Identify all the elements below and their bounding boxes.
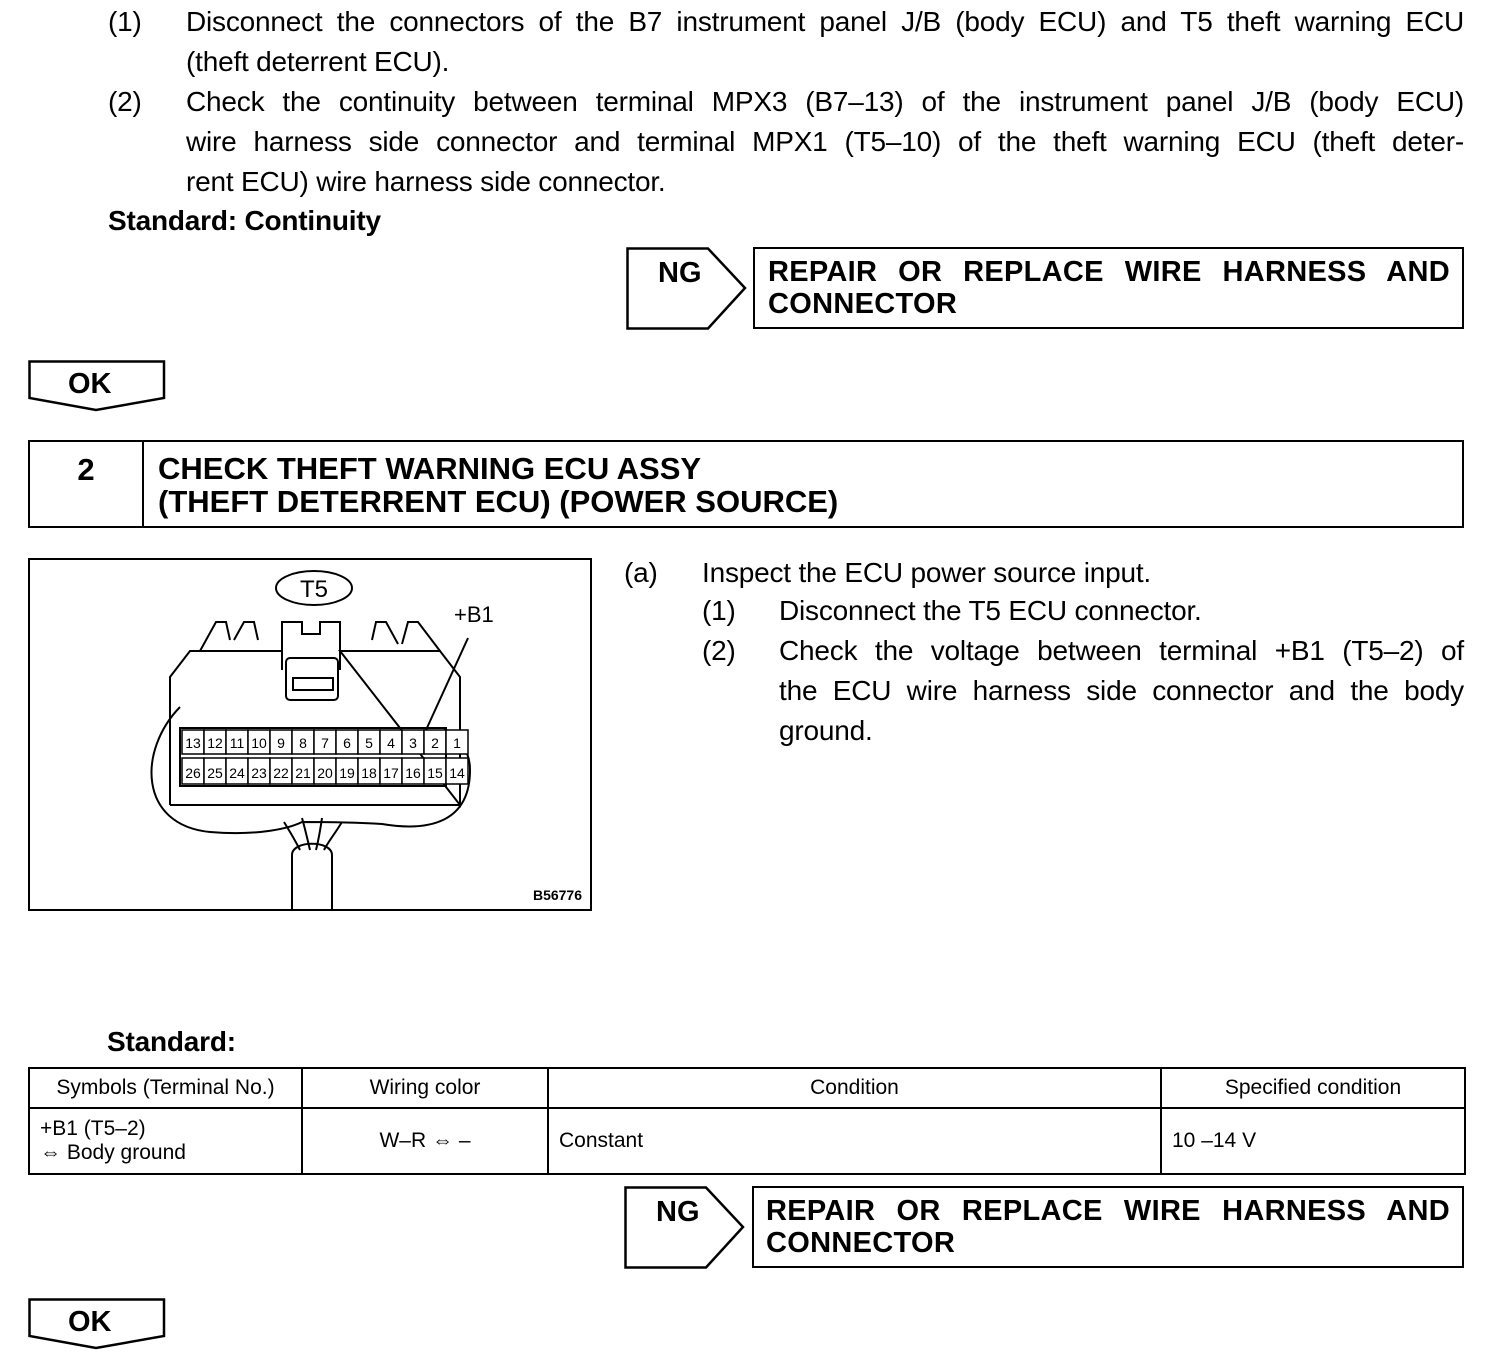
step2-a1-text: Disconnect the T5 ECU connector.: [779, 595, 1202, 626]
terminal-number: 24: [229, 765, 245, 781]
step1-item2-line2: wire harness side connector and terminal MPX1 (T5–10) of the theft warning ECU (theft deter-: [186, 126, 1464, 157]
step2-header: [28, 440, 1464, 528]
symbol-line2: ⇔ Body ground: [40, 1141, 186, 1164]
table-cell-wiring: W–R ⇔ –: [302, 1108, 548, 1174]
step2-title: [158, 452, 838, 518]
step2-ng-line1: REPAIR OR REPLACE WIRE HARNESS AND: [766, 1195, 1450, 1227]
table-row: [29, 1108, 1465, 1174]
terminal-number: 22: [273, 765, 289, 781]
step1-standard: Standard: Continuity: [108, 205, 381, 236]
step2-a-label: (a): [624, 557, 658, 588]
step2-a2-line2: the ECU wire harness side connector and the body: [779, 675, 1464, 706]
step1-ng-label: NG: [658, 257, 702, 289]
step2-standard: Standard:: [107, 1026, 236, 1057]
table-cell-condition: Constant: [548, 1108, 1161, 1174]
table-cell-specified: 10 –14 V: [1161, 1108, 1465, 1174]
terminal-number: 7: [321, 735, 329, 751]
table-header: Symbols (Terminal No.): [29, 1068, 302, 1108]
step1-ng-line1: REPAIR OR REPLACE WIRE HARNESS AND: [768, 256, 1450, 288]
table-header: Specified condition: [1161, 1068, 1465, 1108]
terminal-number: 13: [185, 735, 201, 751]
terminal-number: 21: [295, 765, 311, 781]
terminal-number: 14: [449, 765, 465, 781]
symbol-line1: +B1 (T5–2): [40, 1117, 146, 1140]
terminal-label: +B1: [454, 602, 494, 627]
step1-item2-line1: Check the continuity between terminal MPX3 (B7–13) of the instrument panel J/B (body ECU): [186, 86, 1464, 117]
terminal-number: 11: [229, 735, 245, 751]
step2-a2-number: (2): [702, 635, 736, 666]
connector-diagram: [30, 560, 590, 909]
step2-ng-label: NG: [656, 1196, 700, 1228]
terminal-number: 26: [185, 765, 201, 781]
terminal-number: 6: [343, 735, 351, 751]
table-header: Wiring color: [302, 1068, 548, 1108]
step2-title-line1: CHECK THEFT WARNING ECU ASSY: [158, 451, 702, 486]
step2-ok-label: OK: [68, 1306, 112, 1338]
step1-item2-line3: rent ECU) wire harness side connector.: [186, 166, 666, 197]
step2-ng-line2: CONNECTOR: [766, 1227, 956, 1259]
terminal-number: 4: [387, 735, 395, 751]
step2-title-line2: (THEFT DETERRENT ECU) (POWER SOURCE): [158, 484, 839, 519]
step1-item1-line1: Disconnect the connectors of the B7 instrument panel J/B (body ECU) and T5 theft warning ECU: [186, 6, 1464, 37]
step2-a1-number: (1): [702, 595, 736, 626]
spec-table: [28, 1067, 1466, 1175]
step1-item1-number: (1): [108, 6, 142, 37]
terminal-grid: [182, 730, 468, 784]
terminal-number: 1: [453, 735, 461, 751]
step1-ng-line2: CONNECTOR: [768, 288, 958, 320]
step2-a2-line1: Check the voltage between terminal +B1 (T5–2) of: [779, 635, 1464, 666]
connector-figure: [28, 558, 592, 911]
terminal-number: 3: [409, 735, 417, 751]
step2-number: 2: [77, 452, 95, 487]
figure-code: B56776: [532, 887, 582, 903]
terminal-number: 19: [339, 765, 355, 781]
table-header: Condition: [548, 1068, 1161, 1108]
step1-item2-number: (2): [108, 86, 142, 117]
terminal-number: 10: [251, 735, 267, 751]
terminal-number: 8: [299, 735, 307, 751]
terminal-number: 25: [207, 765, 223, 781]
step1-item1-line2: (theft deterrent ECU).: [186, 46, 450, 77]
step2-a2-line3: ground.: [779, 715, 873, 746]
connector-label: T5: [299, 576, 329, 603]
step1-ok-label: OK: [68, 368, 112, 400]
terminal-number: 5: [365, 735, 373, 751]
terminal-number: 2: [431, 735, 439, 751]
terminal-number: 17: [383, 765, 399, 781]
terminal-number: 16: [405, 765, 421, 781]
terminal-number: 15: [427, 765, 443, 781]
table-cell-symbol: [29, 1108, 302, 1174]
step2-a-text: Inspect the ECU power source input.: [702, 557, 1152, 588]
terminal-number: 12: [207, 735, 223, 751]
terminal-number: 20: [317, 765, 333, 781]
terminal-number: 23: [251, 765, 267, 781]
terminal-number: 18: [361, 765, 377, 781]
table-header-row: [29, 1068, 1465, 1108]
terminal-number: 9: [277, 735, 285, 751]
